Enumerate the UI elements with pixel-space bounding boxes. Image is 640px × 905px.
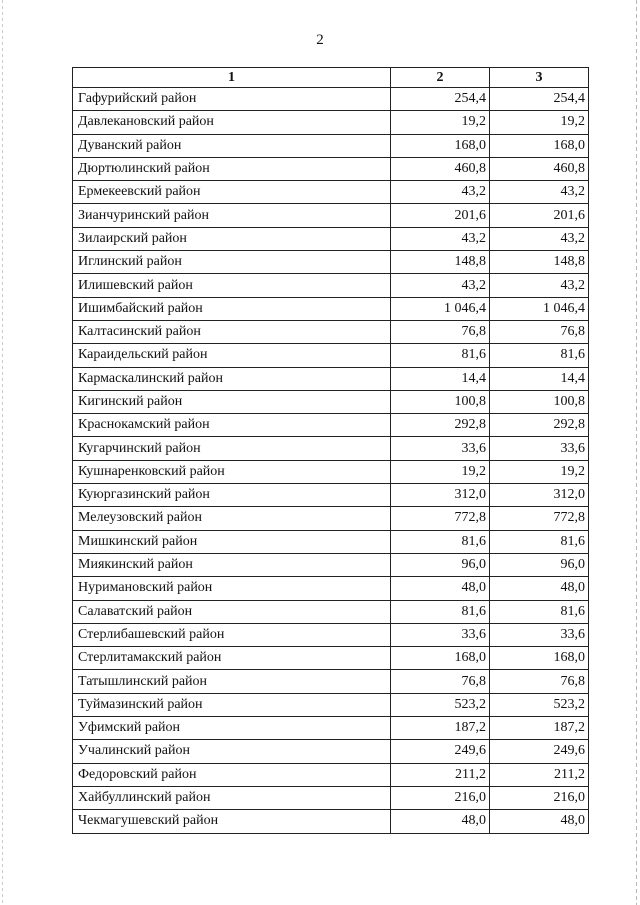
district-name-cell: Калтасинский район bbox=[73, 320, 391, 343]
table-row bbox=[73, 251, 589, 274]
district-name-cell: Ермекеевский район bbox=[73, 181, 391, 204]
table-row bbox=[73, 437, 589, 460]
district-name-cell: Давлекановский район bbox=[73, 111, 391, 134]
value-col-2-cell: 43,2 bbox=[391, 274, 490, 297]
value-col-3-cell: 14,4 bbox=[490, 367, 589, 390]
district-name-cell: Туймазинский район bbox=[73, 693, 391, 716]
district-name-cell: Салаватский район bbox=[73, 600, 391, 623]
table-row bbox=[73, 414, 589, 437]
value-col-3-cell: 523,2 bbox=[490, 693, 589, 716]
district-name-cell: Учалинский район bbox=[73, 740, 391, 763]
page-edge-left bbox=[2, 0, 3, 905]
value-col-3-cell: 168,0 bbox=[490, 647, 589, 670]
value-col-3-cell: 43,2 bbox=[490, 274, 589, 297]
table-row bbox=[73, 600, 589, 623]
district-name-cell: Нуримановский район bbox=[73, 577, 391, 600]
value-col-3-cell: 292,8 bbox=[490, 414, 589, 437]
table-row bbox=[73, 670, 589, 693]
value-col-3-cell: 81,6 bbox=[490, 600, 589, 623]
value-col-2-cell: 168,0 bbox=[391, 647, 490, 670]
table-row bbox=[73, 786, 589, 809]
value-col-2-cell: 292,8 bbox=[391, 414, 490, 437]
value-col-3-cell: 76,8 bbox=[490, 320, 589, 343]
value-col-2-cell: 1 046,4 bbox=[391, 297, 490, 320]
value-col-3-cell: 76,8 bbox=[490, 670, 589, 693]
table-body bbox=[73, 88, 589, 834]
value-col-2-cell: 168,0 bbox=[391, 134, 490, 157]
table-row bbox=[73, 763, 589, 786]
district-name-cell: Миякинский район bbox=[73, 553, 391, 576]
table-row bbox=[73, 484, 589, 507]
value-col-2-cell: 43,2 bbox=[391, 227, 490, 250]
district-name-cell: Чекмагушевский район bbox=[73, 810, 391, 833]
table-header bbox=[73, 68, 589, 88]
districts-table bbox=[72, 67, 589, 834]
district-name-cell: Зианчуринский район bbox=[73, 204, 391, 227]
value-col-3-cell: 168,0 bbox=[490, 134, 589, 157]
value-col-2-cell: 254,4 bbox=[391, 88, 490, 111]
value-col-3-cell: 43,2 bbox=[490, 227, 589, 250]
value-col-2-cell: 100,8 bbox=[391, 390, 490, 413]
district-name-cell: Кигинский район bbox=[73, 390, 391, 413]
table-row bbox=[73, 88, 589, 111]
table-row bbox=[73, 530, 589, 553]
value-col-2-cell: 48,0 bbox=[391, 577, 490, 600]
value-col-3-cell: 100,8 bbox=[490, 390, 589, 413]
header-row bbox=[73, 68, 589, 88]
value-col-3-cell: 254,4 bbox=[490, 88, 589, 111]
table-row bbox=[73, 181, 589, 204]
value-col-2-cell: 81,6 bbox=[391, 600, 490, 623]
table-row bbox=[73, 693, 589, 716]
value-col-3-cell: 43,2 bbox=[490, 181, 589, 204]
district-name-cell: Кушнаренковский район bbox=[73, 460, 391, 483]
value-col-2-cell: 201,6 bbox=[391, 204, 490, 227]
table-row bbox=[73, 553, 589, 576]
value-col-2-cell: 76,8 bbox=[391, 320, 490, 343]
table-row bbox=[73, 717, 589, 740]
table-row bbox=[73, 297, 589, 320]
value-col-3-cell: 772,8 bbox=[490, 507, 589, 530]
value-col-3-cell: 33,6 bbox=[490, 623, 589, 646]
value-col-2-cell: 211,2 bbox=[391, 763, 490, 786]
value-col-2-cell: 96,0 bbox=[391, 553, 490, 576]
value-col-3-cell: 187,2 bbox=[490, 717, 589, 740]
district-name-cell: Хайбуллинский район bbox=[73, 786, 391, 809]
table-row bbox=[73, 390, 589, 413]
value-col-2-cell: 148,8 bbox=[391, 251, 490, 274]
table-row bbox=[73, 810, 589, 833]
value-col-3-cell: 216,0 bbox=[490, 786, 589, 809]
value-col-3-cell: 33,6 bbox=[490, 437, 589, 460]
value-col-2-cell: 81,6 bbox=[391, 530, 490, 553]
district-name-cell: Кугарчинский район bbox=[73, 437, 391, 460]
district-name-cell: Иглинский район bbox=[73, 251, 391, 274]
district-name-cell: Кармаскалинский район bbox=[73, 367, 391, 390]
district-name-cell: Мелеузовский район bbox=[73, 507, 391, 530]
value-col-2-cell: 523,2 bbox=[391, 693, 490, 716]
value-col-2-cell: 187,2 bbox=[391, 717, 490, 740]
table-row bbox=[73, 460, 589, 483]
value-col-3-cell: 81,6 bbox=[490, 344, 589, 367]
district-name-cell: Стерлитамакский район bbox=[73, 647, 391, 670]
district-name-cell: Федоровский район bbox=[73, 763, 391, 786]
value-col-2-cell: 48,0 bbox=[391, 810, 490, 833]
value-col-3-cell: 148,8 bbox=[490, 251, 589, 274]
value-col-3-cell: 81,6 bbox=[490, 530, 589, 553]
table-row bbox=[73, 647, 589, 670]
value-col-2-cell: 312,0 bbox=[391, 484, 490, 507]
value-col-3-cell: 201,6 bbox=[490, 204, 589, 227]
value-col-3-cell: 249,6 bbox=[490, 740, 589, 763]
table-row bbox=[73, 623, 589, 646]
value-col-2-cell: 460,8 bbox=[391, 157, 490, 180]
table-row bbox=[73, 227, 589, 250]
table-row bbox=[73, 507, 589, 530]
district-name-cell: Дуванский район bbox=[73, 134, 391, 157]
district-name-cell: Дюртюлинский район bbox=[73, 157, 391, 180]
table-row bbox=[73, 134, 589, 157]
district-name-cell: Зилаирский район bbox=[73, 227, 391, 250]
district-name-cell: Краснокамский район bbox=[73, 414, 391, 437]
table-row bbox=[73, 344, 589, 367]
header-col-1: 1 bbox=[73, 68, 391, 88]
value-col-2-cell: 19,2 bbox=[391, 460, 490, 483]
district-name-cell: Татышлинский район bbox=[73, 670, 391, 693]
table-row bbox=[73, 111, 589, 134]
value-col-2-cell: 43,2 bbox=[391, 181, 490, 204]
district-name-cell: Илишевский район bbox=[73, 274, 391, 297]
district-name-cell: Куюргазинский район bbox=[73, 484, 391, 507]
value-col-3-cell: 211,2 bbox=[490, 763, 589, 786]
table-row bbox=[73, 274, 589, 297]
page-number: 2 bbox=[316, 32, 324, 48]
value-col-3-cell: 48,0 bbox=[490, 810, 589, 833]
value-col-3-cell: 460,8 bbox=[490, 157, 589, 180]
value-col-2-cell: 33,6 bbox=[391, 623, 490, 646]
value-col-2-cell: 14,4 bbox=[391, 367, 490, 390]
district-name-cell: Мишкинский район bbox=[73, 530, 391, 553]
value-col-3-cell: 19,2 bbox=[490, 460, 589, 483]
value-col-3-cell: 48,0 bbox=[490, 577, 589, 600]
table-row bbox=[73, 740, 589, 763]
district-name-cell: Уфимский район bbox=[73, 717, 391, 740]
value-col-3-cell: 96,0 bbox=[490, 553, 589, 576]
header-col-3: 3 bbox=[490, 68, 589, 88]
district-name-cell: Караидельский район bbox=[73, 344, 391, 367]
value-col-2-cell: 249,6 bbox=[391, 740, 490, 763]
value-col-2-cell: 772,8 bbox=[391, 507, 490, 530]
value-col-2-cell: 216,0 bbox=[391, 786, 490, 809]
value-col-2-cell: 19,2 bbox=[391, 111, 490, 134]
value-col-2-cell: 81,6 bbox=[391, 344, 490, 367]
district-name-cell: Ишимбайский район bbox=[73, 297, 391, 320]
table-row bbox=[73, 320, 589, 343]
value-col-3-cell: 19,2 bbox=[490, 111, 589, 134]
district-name-cell: Гафурийский район bbox=[73, 88, 391, 111]
value-col-3-cell: 312,0 bbox=[490, 484, 589, 507]
value-col-3-cell: 1 046,4 bbox=[490, 297, 589, 320]
value-col-2-cell: 76,8 bbox=[391, 670, 490, 693]
table-row bbox=[73, 367, 589, 390]
page-edge-right bbox=[636, 0, 637, 905]
table-row bbox=[73, 157, 589, 180]
district-name-cell: Стерлибашевский район bbox=[73, 623, 391, 646]
value-col-2-cell: 33,6 bbox=[391, 437, 490, 460]
table-row bbox=[73, 577, 589, 600]
table-row bbox=[73, 204, 589, 227]
header-col-2: 2 bbox=[391, 68, 490, 88]
